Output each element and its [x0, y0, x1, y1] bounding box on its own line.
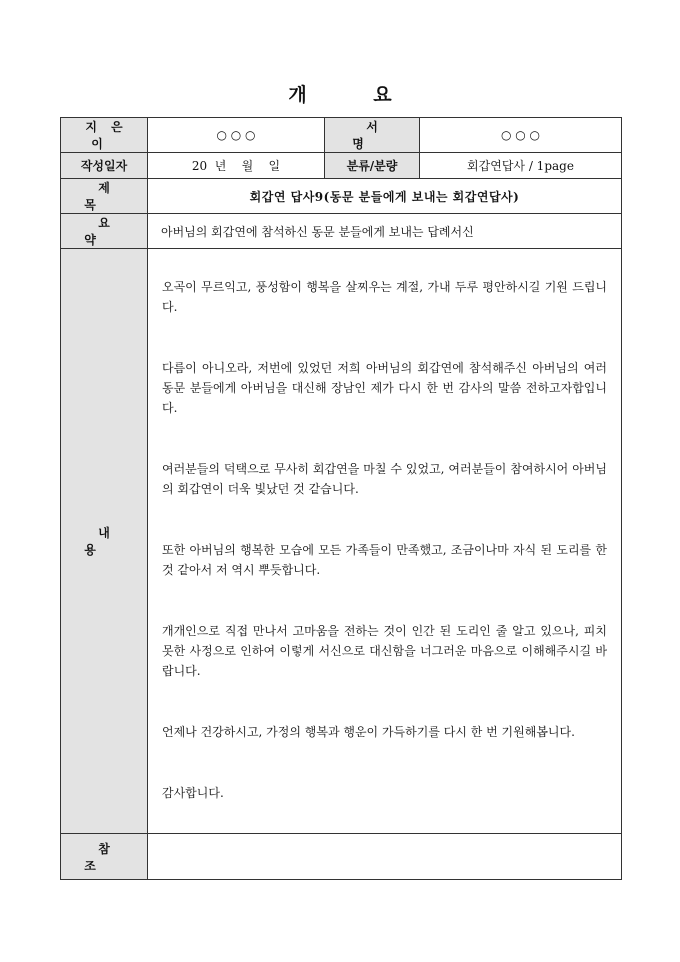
content-paragraph: 오곡이 무르익고, 풍성함이 행복을 살찌우는 계절, 가내 두루 평안하시길 기원 드립니다. — [162, 280, 607, 314]
category-value: 회갑연답사 / 1page — [420, 153, 622, 179]
date-row — [61, 153, 622, 179]
author-label: 지은이 — [61, 118, 148, 153]
content-label: 내 용 — [61, 249, 148, 834]
content-paragraph: 다름이 아니오라, 저번에 있었던 저희 아버님의 회갑연에 참석해주신 아버님의 여러 동문 분들에게 아버님을 대신해 장남인 제가 다시 한 번 감사의 말씀 전하고자합입니다. — [162, 361, 607, 415]
content-paragraph: 감사합니다. — [162, 786, 224, 800]
content-paragraph: 또한 아버님의 행복한 모습에 모든 가족들이 만족했고, 조금이나마 자식 된 도리를 한 것 같아서 저 역시 뿌듯합니다. — [162, 543, 607, 577]
category-label: 분류/분량 — [325, 153, 420, 179]
date-label: 작성일자 — [61, 153, 148, 179]
reference-row — [61, 834, 622, 880]
reference-label: 참 조 — [61, 834, 148, 880]
content-paragraph: 여러분들의 덕택으로 무사히 회갑연을 마칠 수 있었고, 여러분들이 참여하시어 아버님의 회갑연이 더욱 빛났던 것 같습니다. — [162, 462, 607, 496]
content-body — [148, 249, 622, 834]
author-row — [61, 118, 622, 153]
summary-value: 아버님의 회갑연에 참석하신 동문 분들에게 보내는 답례서신 — [148, 214, 622, 249]
reference-value — [148, 834, 622, 880]
summary-form-table — [60, 117, 622, 880]
date-value: 20 년 월 일 — [148, 153, 325, 179]
subject-row — [61, 179, 622, 214]
author-value: ○ ○ ○ — [148, 118, 325, 153]
subject-value: 회갑연 답사9(동문 분들에게 보내는 회갑연답사) — [148, 179, 622, 214]
subject-label: 제 목 — [61, 179, 148, 214]
summary-row — [61, 214, 622, 249]
content-row — [61, 249, 622, 834]
content-paragraph: 언제나 건강하시고, 가정의 행복과 행운이 가득하기를 다시 한 번 기원해봅니다. — [162, 725, 575, 739]
content-paragraph: 개개인으로 직접 만나서 고마움을 전하는 것이 인간 된 도리인 줄 알고 있으나, 피치 못한 사정으로 인하여 이렇게 서신으로 대신함을 너그러운 마음으로 이해해주시길 바랍니다. — [162, 624, 607, 678]
summary-label: 요 약 — [61, 214, 148, 249]
document-title: 개 요 — [288, 84, 422, 106]
signature-label: 서 명 — [325, 118, 420, 153]
signature-value: ○ ○ ○ — [420, 118, 622, 153]
